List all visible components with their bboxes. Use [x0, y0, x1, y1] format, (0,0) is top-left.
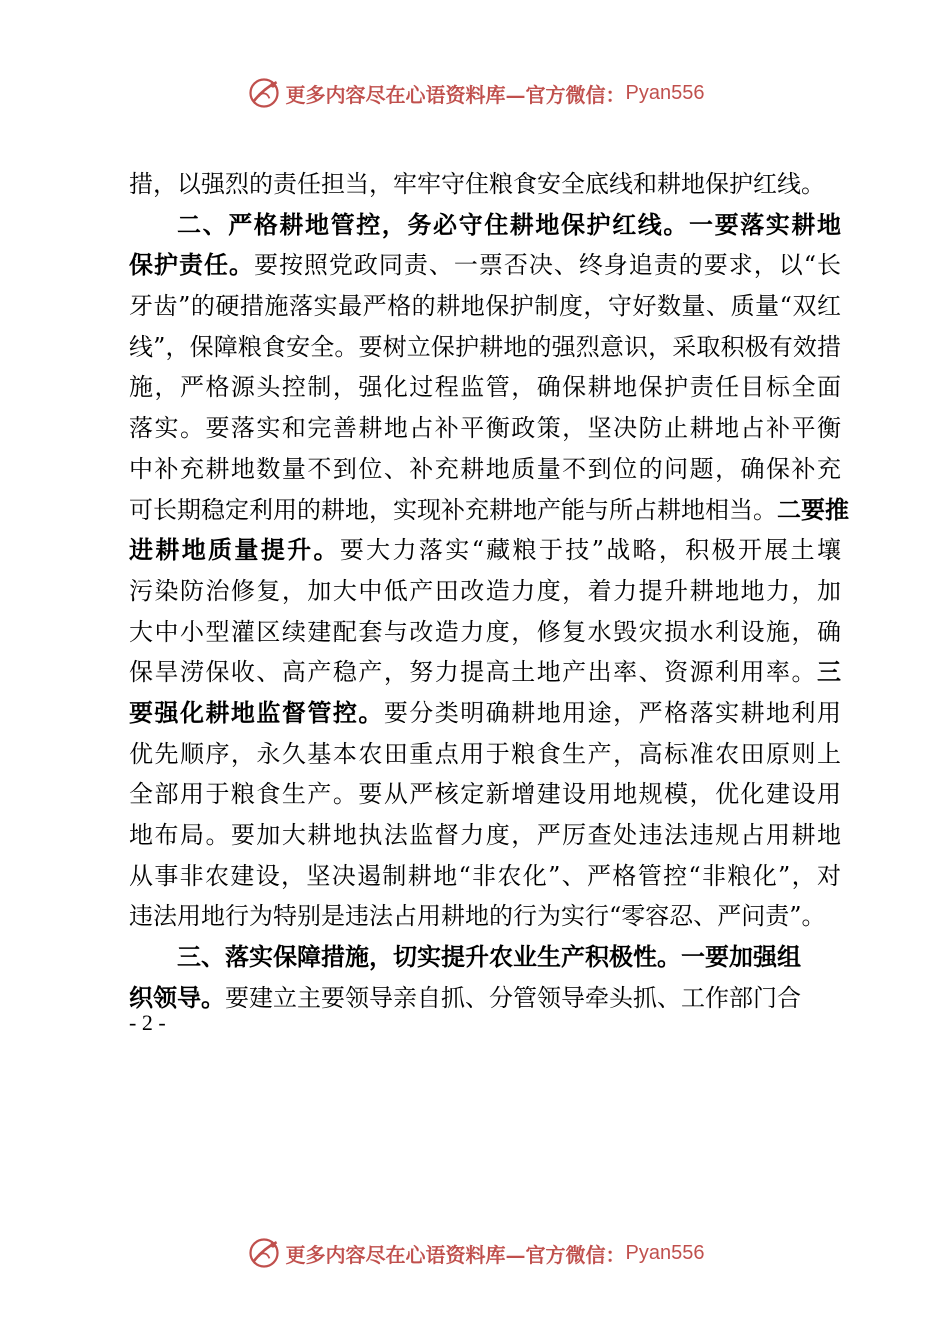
text-line: 地布局。要加大耕地执法监督力度，严厉查处违法违规占用耕地	[129, 821, 841, 849]
watermark-text: 更多内容尽在心语资料库—官方微信：	[285, 82, 626, 107]
text-run: 可长期稳定利用的耕地，实现补充耕地产能与所占耕地相当。	[129, 495, 777, 524]
bold-phrase: 保护责任。	[129, 250, 254, 280]
text-line: 措，以强烈的责任担当，牢牢守住粮食安全底线和耕地保护红线。	[129, 170, 825, 198]
text-line	[129, 978, 841, 1019]
section-heading-2: 二、严格耕地管控，务必守住耕地保护红线。一要落实耕地	[177, 209, 841, 239]
bold-phrase: 二要推	[777, 494, 849, 524]
text-line	[129, 245, 841, 286]
bold-phrase: 进耕地质量提升。	[129, 535, 340, 565]
watermark-handle: Pyan556	[625, 1241, 705, 1264]
text-line	[129, 490, 849, 531]
text-line	[129, 530, 841, 571]
bold-phrase: 要强化耕地监督管控。	[129, 697, 384, 727]
watermark-text: 更多内容尽在心语资料库—官方微信：	[285, 1242, 626, 1267]
watermark-handle: Pyan556	[625, 81, 705, 104]
section-heading-3: 三、落实保障措施，切实提升农业生产积极性。一要加强组	[177, 942, 801, 972]
text-run: 要按照党政同责、一票否决、终身追责的要求，以“长	[253, 251, 841, 280]
text-line	[129, 652, 841, 693]
text-run: 要分类明确耕地用途，严格落实耕地利用	[383, 698, 842, 727]
text-line: 线”，保障粮食安全。要树立保护耕地的强烈意识，采取积极有效措	[129, 332, 841, 361]
text-line: 从事非农建设，坚决遏制耕地“非农化”、严格管控“非粮化”，对	[129, 861, 841, 890]
watermark-banner-top	[0, 68, 950, 118]
lotus-logo-icon	[246, 75, 282, 111]
text-line: 牙齿”的硬措施落实最严格的耕地保护制度，守好数量、质量“双红	[129, 292, 841, 321]
text-line: 全部用于粮食生产。要从严核定新增建设用地规模，优化建设用	[129, 780, 841, 809]
text-line: 优先顺序，永久基本农田重点用于粮食生产，高标准农田原则上	[129, 739, 841, 768]
text-line	[129, 693, 841, 734]
text-line: 污染防治修复，加大中低产田改造力度，着力提升耕地地力，加	[129, 576, 841, 605]
document-body	[129, 164, 849, 1018]
text-run: 要建立主要领导亲自抓、分管领导牵头抓、工作部门合	[225, 983, 801, 1012]
text-line: 施，严格源头控制，强化过程监管，确保耕地保护责任目标全面	[129, 373, 841, 402]
watermark-banner-bottom	[0, 1228, 950, 1278]
bold-phrase: 织领导。	[129, 982, 225, 1012]
text-run: 保旱涝保收、高产稳产，努力提高土地产出率、资源利用率。	[129, 658, 817, 687]
text-line: 大中小型灌区续建配套与改造力度，修复水毁灾损水利设施，确	[129, 617, 841, 646]
text-line: 违法用地行为特别是违法占用耕地的行为实行“零容忍、严问责”。	[129, 902, 826, 931]
page-number: - 2 -	[129, 1010, 166, 1035]
text-run: 要大力落实“藏粮于技”战略，积极开展土壤	[339, 536, 842, 565]
bold-phrase: 三	[817, 657, 841, 687]
text-line: 落实。要落实和完善耕地占补平衡政策，坚决防止耕地占补平衡	[129, 414, 841, 443]
lotus-logo-icon	[246, 1235, 282, 1271]
text-line: 中补充耕地数量不到位、补充耕地质量不到位的问题，确保补充	[129, 454, 841, 483]
